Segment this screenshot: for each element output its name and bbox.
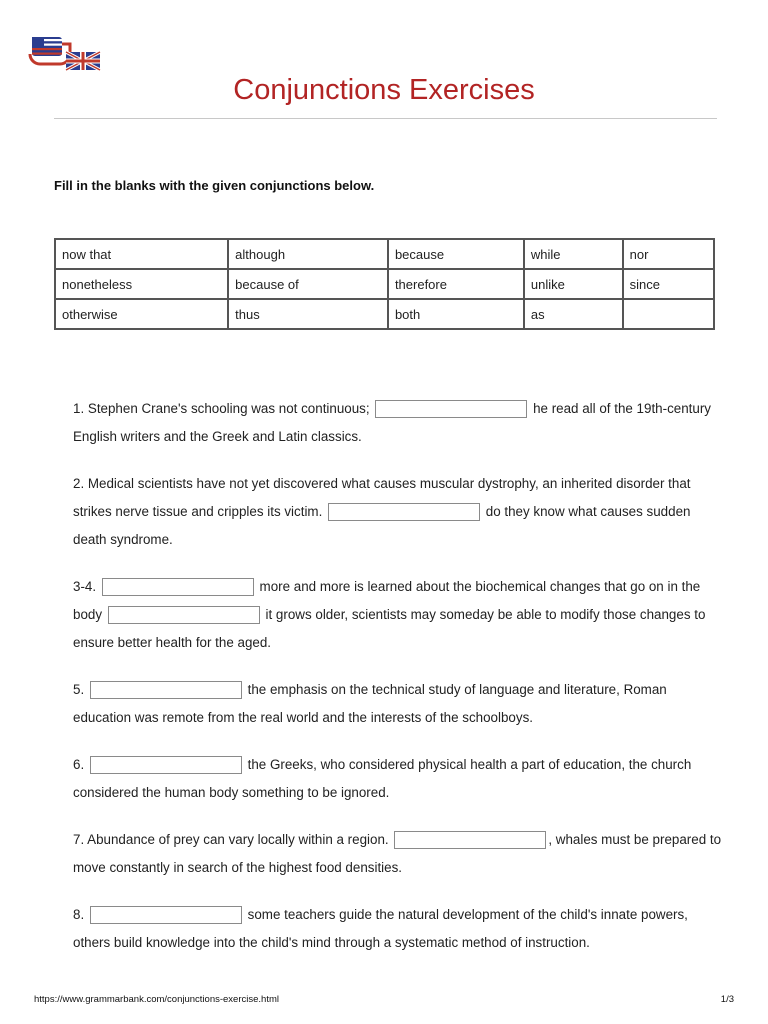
answer-input[interactable] [108, 606, 260, 624]
word-bank-table [54, 238, 715, 330]
question-item [73, 901, 723, 957]
title-divider [54, 118, 717, 119]
question-text: the Greeks, who considered physical health a part of education, the church considered the human body something to be ignored. [73, 757, 692, 800]
word-bank-cell: therefore [388, 269, 524, 299]
answer-input[interactable] [90, 906, 242, 924]
question-text: do they know what causes sudden death syndrome. [73, 504, 691, 547]
question-list [73, 395, 723, 976]
question-item [73, 470, 723, 554]
question-text: it grows older, scientists may someday be able to modify those changes to ensure better health for the aged. [73, 607, 706, 650]
question-item [73, 573, 723, 657]
question-text: , whales must be prepared to move constantly in search of the highest food densities. [73, 832, 722, 875]
word-bank-cell: thus [228, 299, 388, 329]
question-text: some teachers guide the natural development of the child's innate powers, others build knowledge into the child's mind through a systematic method of instruction. [73, 907, 688, 950]
word-bank-cell: as [524, 299, 623, 329]
answer-input[interactable] [90, 756, 242, 774]
question-text: 8. [73, 907, 85, 922]
word-bank-cell: otherwise [55, 299, 228, 329]
word-bank-row [55, 239, 714, 269]
answer-input[interactable] [90, 681, 242, 699]
question-text: 1. Stephen Crane's schooling was not continuous; [73, 401, 370, 416]
word-bank-cell: because [388, 239, 524, 269]
question-item [73, 826, 723, 882]
word-bank-cell: now that [55, 239, 228, 269]
question-text: 3-4. [73, 579, 97, 594]
question-text: 2. Medical scientists have not yet discovered what causes muscular dystrophy, an inherited disorder that strikes nerve tissue and cripples its victim. [73, 476, 691, 519]
answer-input[interactable] [102, 578, 254, 596]
answer-input[interactable] [328, 503, 480, 521]
question-text: 6. [73, 757, 85, 772]
question-text: the emphasis on the technical study of language and literature, Roman education was remote from the real world and the interests of the schoolboys. [73, 682, 667, 725]
instructions: Fill in the blanks with the given conjunctions below. [54, 178, 375, 193]
page-title: Conjunctions Exercises [233, 74, 535, 106]
word-bank-cell: unlike [524, 269, 623, 299]
word-bank-cell: while [524, 239, 623, 269]
word-bank-cell [623, 299, 714, 329]
question-text: 5. [73, 682, 85, 697]
word-bank-row [55, 299, 714, 329]
question-item [73, 751, 723, 807]
word-bank-cell: because of [228, 269, 388, 299]
question-text: 7. Abundance of prey can vary locally within a region. [73, 832, 389, 847]
answer-input[interactable] [375, 400, 527, 418]
question-text: he read all of the 19th-century English writers and the Greek and Latin classics. [73, 401, 711, 444]
answer-input[interactable] [394, 831, 546, 849]
word-bank-cell: nor [623, 239, 714, 269]
word-bank-cell: both [388, 299, 524, 329]
footer-url: https://www.grammarbank.com/conjunctions-exercise.html [34, 994, 279, 1005]
grammarbank-logo [28, 34, 104, 72]
question-item [73, 676, 723, 732]
word-bank-cell: nonetheless [55, 269, 228, 299]
footer-page-number: 1/3 [720, 994, 734, 1005]
word-bank-row [55, 269, 714, 299]
word-bank-cell: although [228, 239, 388, 269]
question-text: more and more is learned about the biochemical changes that go on in the body [73, 579, 701, 622]
question-item [73, 395, 723, 451]
word-bank-cell: since [623, 269, 714, 299]
